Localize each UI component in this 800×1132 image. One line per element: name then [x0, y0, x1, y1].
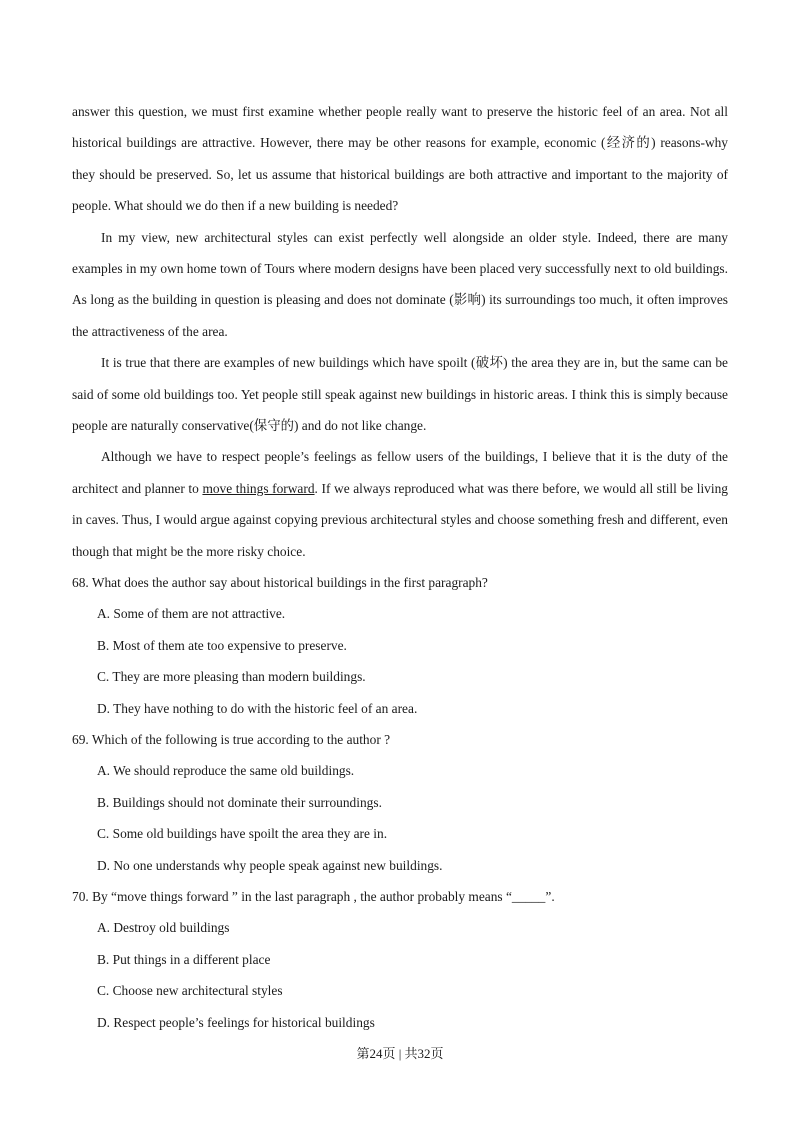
question-list: [72, 567, 728, 1038]
question-69: [72, 724, 728, 881]
option-d: D. They have nothing to do with the historic feel of an area.: [97, 700, 418, 716]
underlined-phrase: move things forward: [202, 480, 315, 496]
passage-paragraph-2: In my view, new architectural styles can exist perfectly well alongside an older style. Indeed, there are many examples in my own home town of Tours where modern designs have been placed very successfully next to old buildings. As long as the building in question is pleasing and does not dominate (影响) its surroundings too much, it often improves the attractiveness of the area.: [72, 229, 728, 339]
question-stem: 70. By “move things forward ” in the last paragraph , the author probably means “_____”.: [72, 889, 555, 905]
passage-paragraph-4-end: . If we always reproduced what was there before, we would all still be living in caves. Thus, I would argue against copying previous architectural styles and choose something fresh and different, even though that might be the more risky choice.: [72, 480, 728, 559]
question-68: [72, 567, 728, 724]
option-a: A. We should reproduce the same old buildings.: [97, 763, 355, 779]
reading-passage: [72, 96, 728, 567]
option-a: A. Destroy old buildings: [97, 920, 230, 936]
option-c: C. Choose new architectural styles: [97, 983, 283, 999]
passage-paragraph-4: [72, 441, 728, 567]
passage-paragraph-4-start: Although we have to respect people’s feelings as fellow users of the buildings, I believe that it is the duty of the architect and planner to: [72, 449, 728, 496]
question-70: [72, 881, 728, 1038]
option-c: C. They are more pleasing than modern buildings.: [97, 669, 366, 685]
passage-paragraph-1: answer this question, we must first examine whether people really want to preserve the historic feel of an area. Not all historical buildings are attractive. However, there may be other reasons for example, economic (经济的) reasons-why they should be preserved. So, let us assume that historical buildings are both attractive and important to the majority of people. What should we do then if a new building is needed?: [72, 104, 728, 214]
option-b: B. Put things in a different place: [97, 951, 271, 967]
option-b: B. Buildings should not dominate their surroundings.: [97, 794, 382, 810]
passage-paragraph-3: It is true that there are examples of new buildings which have spoilt (破坏) the area they are in, but the same can be said of some old buildings too. Yet people still speak against new buildings in historic areas. I think this is simply because people are naturally conservative(保守的) and do not like change.: [72, 355, 728, 434]
question-stem: 68. What does the author say about historical buildings in the first paragraph?: [72, 575, 488, 590]
option-b: B. Most of them ate too expensive to preserve.: [97, 637, 347, 653]
option-c: C. Some old buildings have spoilt the area they are in.: [97, 826, 388, 842]
option-a: A. Some of them are not attractive.: [97, 606, 286, 622]
option-d: D. No one understands why people speak against new buildings.: [97, 857, 443, 873]
option-d: D. Respect people’s feelings for historical buildings: [97, 1014, 375, 1030]
page-number-footer: 第24页 | 共32页: [356, 1046, 444, 1061]
question-stem: 69. Which of the following is true according to the author ?: [72, 732, 391, 748]
